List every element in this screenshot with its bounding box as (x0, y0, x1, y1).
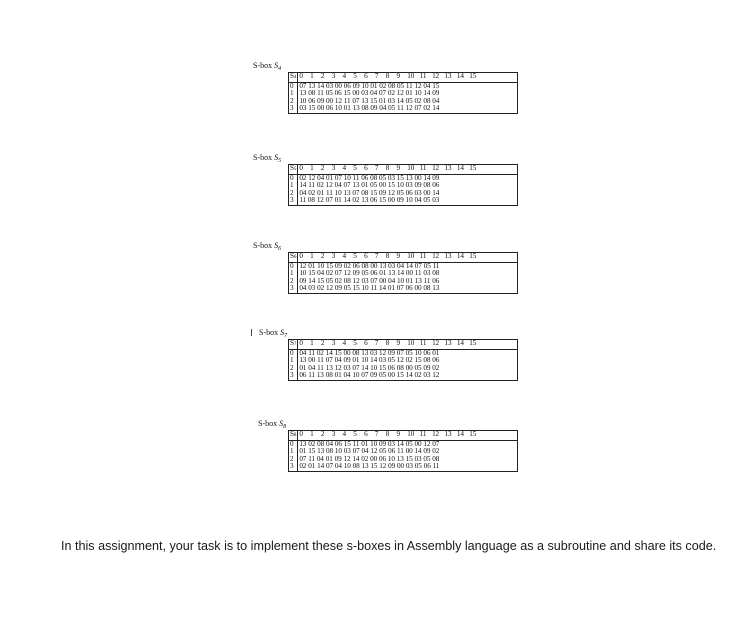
column-header: 4 (342, 72, 346, 80)
column-header: 2 (320, 430, 325, 438)
column-header: 7 (374, 164, 379, 172)
column-header: 2 (320, 339, 325, 347)
sbox-title-sub: 4 (278, 66, 282, 72)
column-header: 9 (396, 430, 400, 438)
column-header: 14 (456, 339, 464, 347)
column-header: 9 (396, 72, 400, 80)
column-header: 15 (469, 430, 477, 438)
column-header: 4 (342, 430, 346, 438)
column-header: 2 (320, 252, 325, 260)
sbox-title-sub: 7 (284, 333, 288, 339)
sbox-title-sub: 6 (278, 246, 282, 252)
corner-cell (289, 340, 298, 350)
row-cells: 13 00 11 07 04 09 01 10 14 03 05 12 02 15 08 06 (299, 356, 440, 365)
column-headers (298, 253, 518, 263)
column-header: 6 (364, 164, 368, 172)
corner-sub: 7 (293, 342, 297, 347)
column-header: 2 (320, 164, 325, 172)
row-label: 0 (289, 349, 298, 357)
corner-cell (289, 253, 298, 263)
row-label: 2 (289, 278, 298, 286)
row-cells: 10 15 04 02 07 12 09 05 06 01 13 14 00 11 03 08 (299, 269, 440, 278)
row-label: 1 (289, 357, 298, 365)
sbox-table (288, 72, 518, 114)
column-header: 14 (456, 72, 464, 80)
column-header: 1 (310, 72, 314, 80)
sbox-table (288, 252, 518, 294)
sbox-title-prefix: S-box (253, 61, 273, 70)
row-label: 0 (289, 82, 298, 90)
row-label: 3 (289, 285, 298, 293)
sbox-table (288, 430, 518, 472)
table-row (289, 105, 518, 113)
sbox-title (253, 61, 281, 72)
row-label: 2 (289, 98, 298, 106)
sbox-title-name: S (280, 328, 285, 337)
column-header: 6 (364, 339, 368, 347)
column-header: 14 (456, 164, 464, 172)
corner-sub: 6 (293, 255, 297, 260)
column-header: 11 (419, 252, 427, 260)
column-header: 2 (320, 72, 325, 80)
margin-tick (251, 329, 252, 336)
column-header: 0 (299, 430, 303, 438)
column-header: 12 (432, 339, 440, 347)
row-cells: 04 02 01 11 10 13 07 08 15 09 12 05 06 03 00 14 (299, 188, 440, 197)
row-cells: 01 15 13 08 10 03 07 04 12 05 06 11 00 14 09 02 (299, 447, 440, 456)
column-header: 6 (364, 252, 368, 260)
column-headers (298, 73, 518, 83)
column-header: 4 (342, 164, 346, 172)
row-cells: 14 11 02 12 04 07 13 01 05 00 15 10 03 09 08 06 (299, 181, 440, 190)
column-header: 6 (364, 430, 368, 438)
table-header-row (289, 431, 518, 441)
column-header: 9 (396, 339, 400, 347)
sbox-title (259, 328, 287, 339)
column-header: 3 (331, 430, 336, 438)
column-header: 3 (331, 72, 336, 80)
row-label: 2 (289, 365, 298, 373)
column-header: 5 (353, 72, 357, 80)
column-header: 0 (299, 252, 303, 260)
sbox-title-sub: 5 (278, 158, 282, 164)
row-label: 0 (289, 440, 298, 448)
sbox-title (253, 241, 281, 252)
row-cells: 13 02 08 04 06 15 11 01 10 09 03 14 05 00 12 07 (299, 439, 440, 448)
row-label: 1 (289, 182, 298, 190)
sbox-title-prefix: S-box (259, 328, 279, 337)
row-label: 2 (289, 456, 298, 464)
table-header-row (289, 340, 518, 350)
row-cells: 03 15 00 06 10 01 13 08 09 04 05 11 12 07 02 14 (299, 104, 440, 113)
column-header: 10 (407, 339, 415, 347)
corner-cell (289, 165, 298, 175)
column-header: 7 (374, 339, 379, 347)
column-header: 1 (310, 164, 314, 172)
column-header: 11 (419, 339, 427, 347)
sbox-title-prefix: S-box (253, 153, 273, 162)
column-header: 0 (299, 164, 303, 172)
column-header: 11 (419, 430, 427, 438)
column-header: 4 (342, 252, 346, 260)
column-header: 8 (385, 164, 390, 172)
column-header: 15 (469, 339, 477, 347)
column-header: 14 (456, 252, 464, 260)
column-header: 0 (299, 72, 303, 80)
corner-name: S (290, 430, 294, 438)
table-row (289, 463, 518, 471)
corner-name: S (290, 339, 294, 347)
sbox-table (288, 164, 518, 206)
column-header: 0 (299, 339, 303, 347)
column-headers (298, 165, 518, 175)
column-header: 13 (444, 252, 452, 260)
sbox-title-prefix: S-box (253, 241, 273, 250)
sbox-title-sub: 8 (283, 424, 287, 430)
sbox-title (258, 419, 286, 430)
row-cells: 07 13 14 03 00 06 09 10 01 02 08 05 11 12 04 15 (299, 81, 440, 90)
corner-sub: 5 (293, 167, 297, 172)
column-header: 3 (331, 252, 336, 260)
table-row (289, 285, 518, 293)
column-header: 12 (432, 72, 440, 80)
column-header: 13 (444, 164, 452, 172)
row-cells: 12 01 10 15 09 02 06 08 00 13 03 04 14 07 05 11 (299, 261, 440, 270)
corner-name: S (290, 72, 294, 80)
column-header: 13 (444, 72, 452, 80)
corner-name: S (290, 164, 294, 172)
column-header: 15 (469, 72, 477, 80)
row-label: 3 (289, 197, 298, 205)
sbox-table (288, 339, 518, 381)
column-header: 4 (342, 339, 346, 347)
column-header: 12 (432, 164, 440, 172)
corner-name: S (290, 252, 294, 260)
column-header: 8 (385, 252, 390, 260)
column-header: 6 (364, 72, 368, 80)
row-label: 0 (289, 262, 298, 270)
row-cells: 01 04 11 13 12 03 07 14 10 15 06 08 00 05 09 02 (299, 363, 440, 372)
row-cells: 04 03 02 12 09 05 15 10 11 14 01 07 06 00 08 13 (299, 284, 440, 293)
column-header: 11 (419, 164, 427, 172)
row-label: 3 (289, 105, 298, 113)
table-row (289, 197, 518, 205)
table-header-row (289, 73, 518, 83)
row-cells: 04 11 02 14 15 00 08 13 03 12 09 07 05 10 06 01 (299, 348, 440, 357)
row-cells: 10 06 09 00 12 11 07 13 15 01 03 14 05 02 08 04 (299, 96, 440, 105)
row-cells: 09 14 15 05 02 08 12 03 07 00 04 10 01 13 11 06 (299, 276, 440, 285)
column-header: 13 (444, 430, 452, 438)
column-header: 15 (469, 164, 477, 172)
column-header: 10 (407, 164, 415, 172)
column-header: 1 (310, 430, 314, 438)
column-header: 9 (396, 164, 400, 172)
corner-sub: 8 (293, 433, 297, 438)
column-header: 10 (407, 72, 415, 80)
row-label: 1 (289, 448, 298, 456)
table-header-row (289, 165, 518, 175)
column-header: 1 (310, 339, 314, 347)
row-cells: 06 11 13 08 01 04 10 07 09 05 00 15 14 02 03 12 (299, 371, 440, 380)
column-header: 8 (385, 430, 390, 438)
row-cells: 02 12 04 01 07 10 11 06 08 05 03 15 13 00 14 09 (299, 173, 440, 182)
column-header: 5 (353, 430, 357, 438)
column-header: 3 (331, 164, 336, 172)
row-cells: 11 08 12 07 01 14 02 13 06 15 00 09 10 04 05 03 (299, 196, 440, 205)
column-header: 8 (385, 339, 390, 347)
table-header-row (289, 253, 518, 263)
corner-cell (289, 431, 298, 441)
column-header: 12 (432, 252, 440, 260)
row-cells: 02 01 14 07 04 10 08 13 15 12 09 00 03 05 06 11 (299, 462, 440, 471)
column-header: 3 (331, 339, 336, 347)
row-label: 1 (289, 90, 298, 98)
column-header: 9 (396, 252, 400, 260)
sbox-title-prefix: S-box (258, 419, 278, 428)
sbox-title-name: S (279, 419, 284, 428)
sbox-title-name: S (274, 153, 279, 162)
column-header: 5 (353, 252, 357, 260)
row-label: 0 (289, 174, 298, 182)
column-headers (298, 431, 518, 441)
row-label: 2 (289, 190, 298, 198)
table-row (289, 372, 518, 380)
corner-sub: 4 (293, 75, 297, 80)
column-header: 15 (469, 252, 477, 260)
column-headers (298, 340, 518, 350)
column-header: 7 (374, 252, 379, 260)
column-header: 7 (374, 72, 379, 80)
column-header: 10 (407, 252, 415, 260)
column-header: 5 (353, 339, 357, 347)
assignment-instructions: In this assignment, your task is to implement these s-boxes in Assembly language as a subroutine and share its code. (61, 539, 717, 553)
column-header: 14 (456, 430, 464, 438)
column-header: 7 (374, 430, 379, 438)
column-header: 10 (407, 430, 415, 438)
column-header: 8 (385, 72, 390, 80)
sbox-title (253, 153, 281, 164)
row-cells: 07 11 04 01 09 12 14 02 00 06 10 13 15 03 05 08 (299, 454, 440, 463)
row-label: 3 (289, 372, 298, 380)
row-label: 3 (289, 463, 298, 471)
row-cells: 13 08 11 05 06 15 00 03 04 07 02 12 01 10 14 09 (299, 89, 440, 98)
column-header: 12 (432, 430, 440, 438)
sbox-title-name: S (274, 61, 279, 70)
column-header: 13 (444, 339, 452, 347)
sbox-title-name: S (274, 241, 279, 250)
column-header: 11 (419, 72, 427, 80)
column-header: 5 (353, 164, 357, 172)
column-header: 1 (310, 252, 314, 260)
row-label: 1 (289, 270, 298, 278)
corner-cell (289, 73, 298, 83)
